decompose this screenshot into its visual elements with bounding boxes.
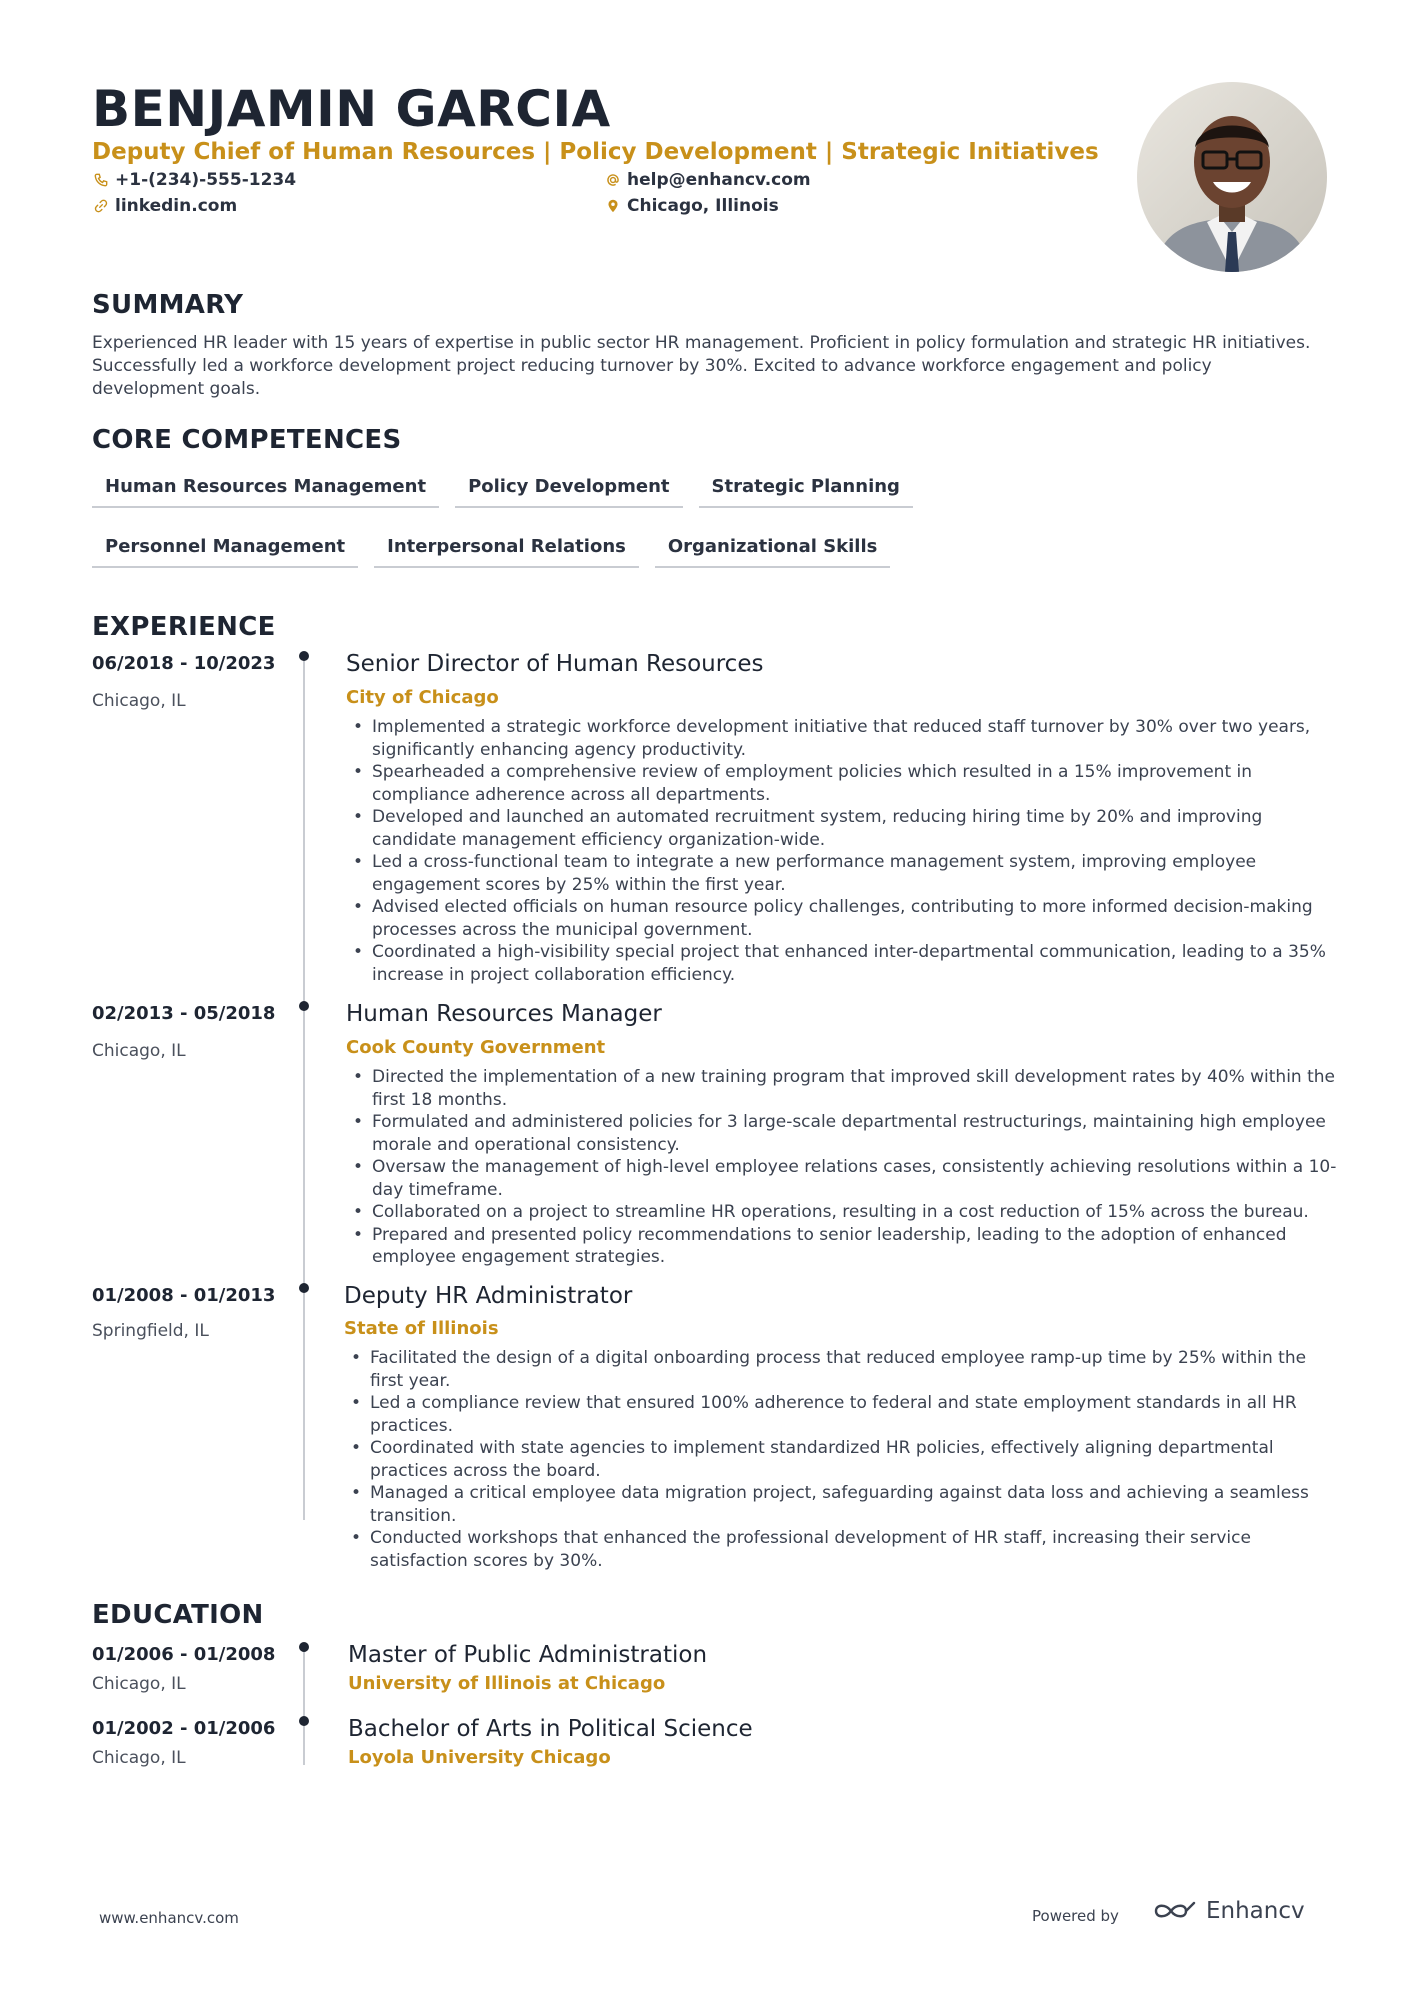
competence-chip: Interpersonal Relations	[374, 530, 639, 568]
job-bullet: • Coordinated with state agencies to implement standardized HR policies, effectively aligning departmental practices across the board.	[344, 1437, 1344, 1482]
phone-text: +1-(234)-555-1234	[115, 170, 297, 190]
summary-title: SUMMARY	[92, 290, 244, 320]
job-bullet: • Led a compliance review that ensured 100% adherence to federal and state employment standards in all HR practices.	[344, 1392, 1344, 1437]
footer-website-link[interactable]: www.enhancv.com	[99, 1909, 239, 1927]
job-bullets	[346, 1066, 1346, 1269]
job-bullet: • Collaborated on a project to streamline HR operations, resulting in a cost reduction of 15% across the bureau.	[346, 1201, 1346, 1224]
timeline-dot	[299, 651, 309, 661]
job-bullet: • Conducted workshops that enhanced the professional development of HR staff, increasing their service satisfaction scores by 30%.	[344, 1527, 1344, 1572]
job-location: Chicago, IL	[92, 1041, 186, 1061]
linkedin-text: linkedin.com	[115, 196, 238, 216]
location-text: Chicago, Illinois	[627, 196, 779, 216]
candidate-name: BENJAMIN GARCIA	[92, 80, 611, 138]
candidate-tagline: Deputy Chief of Human Resources | Policy Development | Strategic Initiatives	[92, 139, 1099, 165]
powered-by-label: Powered by	[1032, 1907, 1119, 1925]
competences-list	[92, 470, 1192, 568]
at-icon	[606, 173, 620, 187]
job-role: Senior Director of Human Resources	[346, 651, 764, 677]
profile-photo	[1137, 82, 1327, 272]
location-pin-icon	[606, 199, 620, 213]
job-dates: 06/2018 - 10/2023	[92, 653, 276, 674]
job-bullet: • Directed the implementation of a new training program that improved skill development rates by 40% within the first 18 months.	[346, 1066, 1346, 1111]
enhancv-brand-name: Enhancv	[1206, 1898, 1305, 1924]
job-bullet: • Spearheaded a comprehensive review of employment policies which resulted in a 15% improvement in compliance adherence across all departments.	[346, 761, 1346, 806]
competence-chip: Strategic Planning	[699, 470, 913, 508]
email-text: help@enhancv.com	[627, 170, 811, 190]
enhancv-logo-icon	[1152, 1899, 1198, 1923]
link-icon	[94, 199, 108, 213]
timeline-dot	[299, 1001, 309, 1011]
timeline-dot	[299, 1642, 309, 1652]
job-bullet: • Developed and launched an automated recruitment system, reducing hiring time by 20% and improving candidate management efficiency organization-wide.	[346, 806, 1346, 851]
job-organization: Cook County Government	[346, 1037, 606, 1058]
education-location: Chicago, IL	[92, 1674, 186, 1694]
job-organization: City of Chicago	[346, 687, 499, 708]
phone-icon	[94, 173, 108, 187]
job-bullet: • Led a cross-functional team to integrate a new performance management system, improving employee engagement scores by 25% within the first year.	[346, 851, 1346, 896]
competence-chip: Human Resources Management	[92, 470, 439, 508]
summary-text: Experienced HR leader with 15 years of expertise in public sector HR management. Proficient in policy formulation and strategic HR initiatives. Successfully led a workforce development project reducing turnover by 30%. Excited to advance workforce engagement and policy development goals.	[92, 333, 1311, 399]
job-bullet: • Facilitated the design of a digital onboarding process that reduced employee ramp-up time by 25% within the first year.	[344, 1347, 1344, 1392]
job-bullet: • Coordinated a high-visibility special project that enhanced inter-departmental communication, leading to a 35% increase in project collaboration efficiency.	[346, 941, 1346, 986]
job-role: Human Resources Manager	[346, 1001, 662, 1027]
job-location: Chicago, IL	[92, 691, 186, 711]
job-bullets	[346, 716, 1346, 986]
job-bullet: • Prepared and presented policy recommendations to senior leadership, leading to the adoption of enhanced employee engagement strategies.	[346, 1224, 1346, 1269]
experience-title: EXPERIENCE	[92, 612, 276, 642]
education-school: Loyola University Chicago	[348, 1747, 611, 1768]
timeline-dot	[299, 1716, 309, 1726]
competence-chip: Policy Development	[455, 470, 682, 508]
job-bullets	[344, 1347, 1344, 1572]
job-role: Deputy HR Administrator	[344, 1283, 633, 1309]
education-dates: 01/2006 - 01/2008	[92, 1644, 276, 1665]
competences-title: CORE COMPETENCES	[92, 425, 402, 455]
competence-chip: Organizational Skills	[655, 530, 891, 568]
enhancv-brand[interactable]	[1152, 1898, 1305, 1924]
job-bullet: • Formulated and administered policies for 3 large-scale departmental restructurings, maintaining high employee morale and operational consistency.	[346, 1111, 1346, 1156]
phone-contact[interactable]	[94, 170, 296, 190]
education-title: EDUCATION	[92, 1600, 264, 1630]
education-school: University of Illinois at Chicago	[348, 1673, 666, 1694]
email-contact[interactable]	[606, 170, 811, 190]
education-location: Chicago, IL	[92, 1748, 186, 1768]
job-location: Springfield, IL	[92, 1321, 209, 1341]
education-timeline	[303, 1650, 305, 1765]
education-degree: Bachelor of Arts in Political Science	[348, 1716, 753, 1742]
job-bullet: • Oversaw the management of high-level employee relations cases, consistently achieving resolutions within a 10-day timeframe.	[346, 1156, 1346, 1201]
timeline-dot	[299, 1283, 309, 1293]
job-bullet: • Advised elected officials on human resource policy challenges, contributing to more informed decision-making processes across the municipal government.	[346, 896, 1346, 941]
education-dates: 01/2002 - 01/2006	[92, 1718, 276, 1739]
experience-timeline	[303, 660, 305, 1520]
education-degree: Master of Public Administration	[348, 1642, 708, 1668]
job-bullet: • Managed a critical employee data migration project, safeguarding against data loss and achieving a seamless transition.	[344, 1482, 1344, 1527]
job-dates: 01/2008 - 01/2013	[92, 1285, 276, 1306]
linkedin-contact[interactable]	[94, 196, 237, 216]
job-dates: 02/2013 - 05/2018	[92, 1003, 276, 1024]
location-contact	[606, 196, 779, 216]
competence-chip: Personnel Management	[92, 530, 358, 568]
job-organization: State of Illinois	[344, 1318, 499, 1339]
job-bullet: • Implemented a strategic workforce development initiative that reduced staff turnover by 30% over two years, significantly enhancing agency productivity.	[346, 716, 1346, 761]
